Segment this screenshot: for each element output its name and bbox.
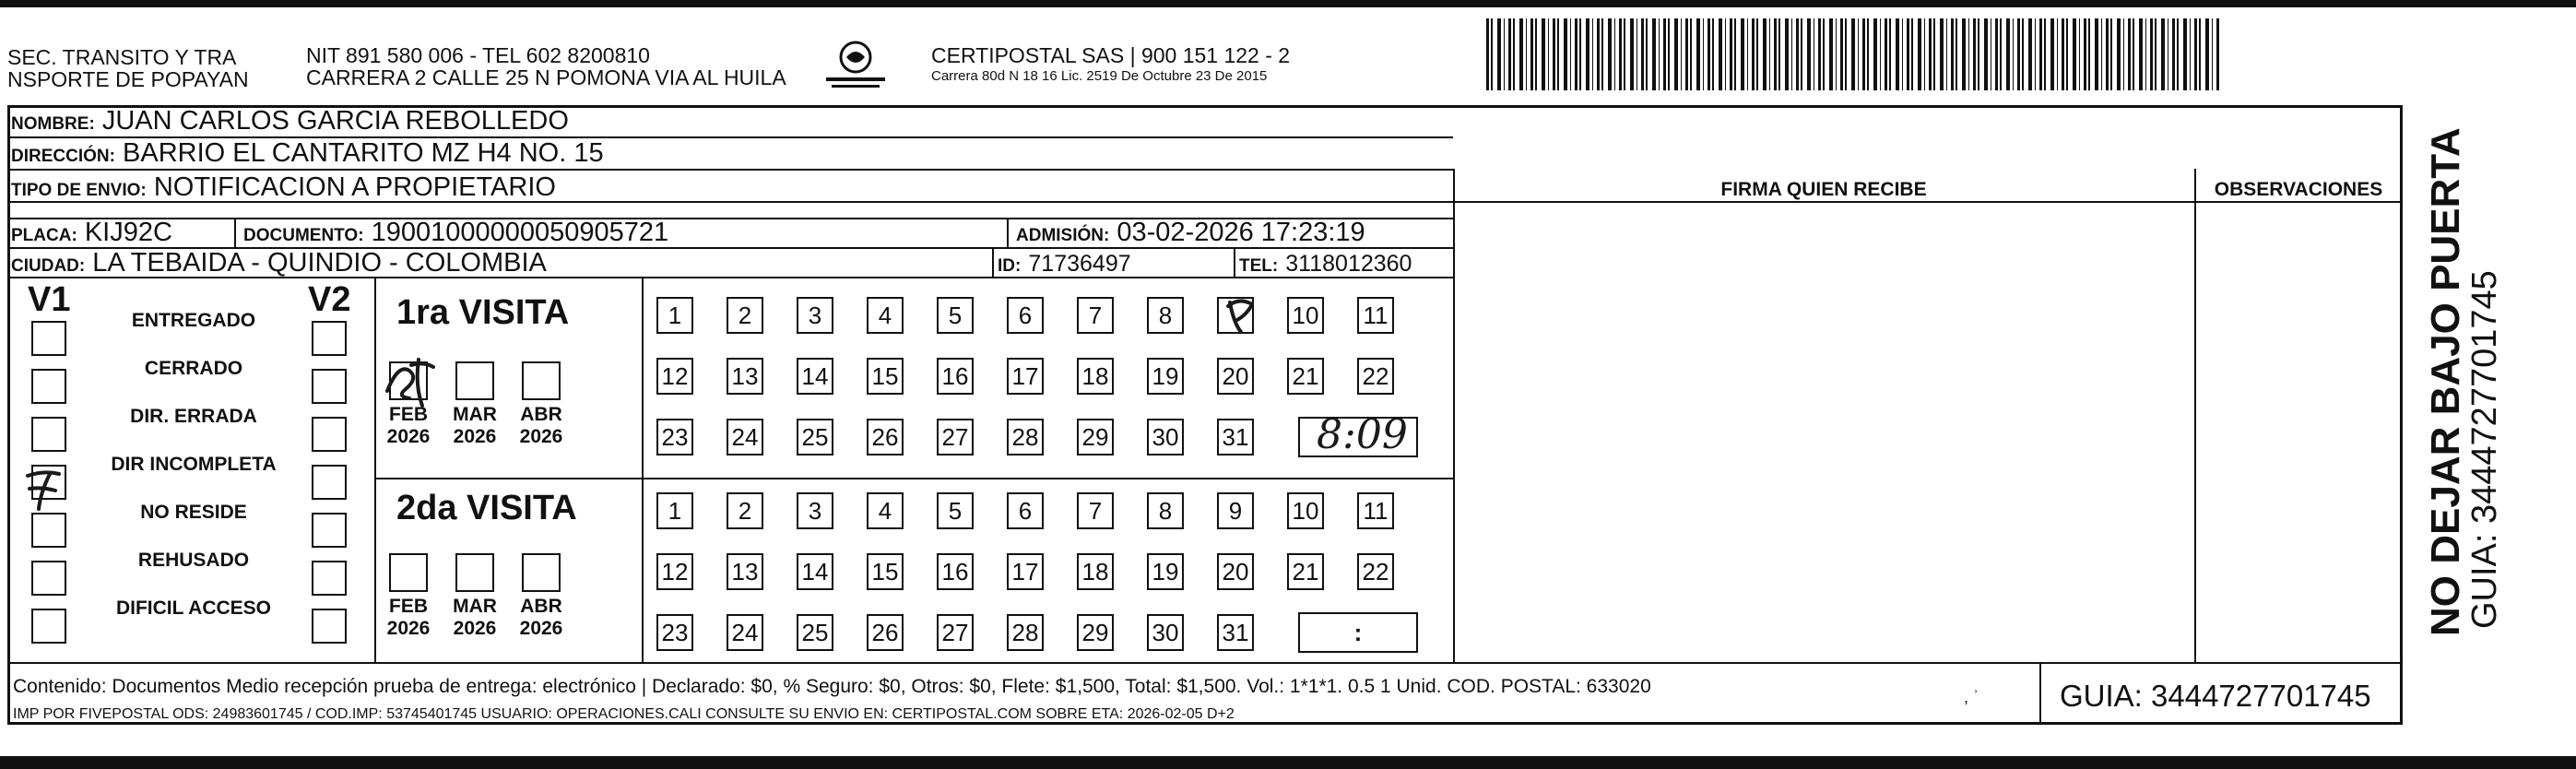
handwritten-day-mark-icon [1221, 295, 1267, 337]
second-visit-day-box[interactable] [656, 492, 693, 529]
second-visit-day-box[interactable] [867, 492, 904, 529]
day-number: 30 [1152, 423, 1179, 451]
first-visit-day-box[interactable] [1357, 297, 1394, 334]
id-label: ID: [998, 256, 1022, 276]
col-divider [1007, 218, 1009, 247]
day-number: 5 [948, 302, 963, 329]
day-number: 25 [801, 619, 829, 646]
first-visit-day-box[interactable] [937, 419, 974, 455]
day-number: 27 [941, 423, 969, 451]
month-year: 2026 [519, 618, 563, 639]
day-number: 22 [1362, 558, 1389, 586]
second-visit-day-box[interactable] [867, 614, 904, 651]
stray-mark: , ʾ [1964, 688, 1979, 706]
day-number: 7 [1088, 497, 1103, 525]
month-year: 2026 [386, 426, 431, 447]
col-divider [2194, 169, 2196, 662]
sender-line-1: SEC. TRANSITO Y TRA [7, 45, 237, 69]
second-visit-time-box[interactable] [1298, 612, 1418, 653]
day-number: 10 [1292, 497, 1319, 525]
v2-checkbox[interactable] [312, 609, 347, 644]
second-visit-day-box[interactable] [1007, 553, 1044, 590]
first-visit-month-label [376, 404, 441, 448]
day-number: 25 [801, 423, 829, 451]
status-label: ENTREGADO [131, 310, 256, 331]
second-visit-day-box[interactable] [1357, 553, 1394, 590]
day-number: 11 [1363, 497, 1388, 525]
sender-line-2: NSPORTE DE POPAYAN [7, 67, 249, 91]
second-visit-day-box[interactable] [656, 614, 693, 651]
observaciones-header: OBSERVACIONES [2214, 179, 2383, 200]
day-number: 12 [661, 362, 689, 390]
side-text [2423, 127, 2505, 636]
first-visit-day-box[interactable] [1147, 358, 1184, 395]
month-year: 2026 [386, 618, 431, 639]
month-year: 2026 [453, 426, 497, 447]
day-number: 3 [808, 497, 822, 525]
second-visit-day-box[interactable] [1077, 553, 1114, 590]
day-number: 15 [871, 362, 899, 390]
second-visit-day-box[interactable] [1007, 614, 1044, 651]
day-number: 17 [1011, 362, 1039, 390]
day-number: 26 [871, 619, 899, 646]
day-number: 30 [1152, 619, 1179, 646]
documento-value: 19001000000050905721 [371, 218, 669, 247]
day-number: 16 [941, 558, 969, 586]
day-number: 6 [1018, 302, 1033, 329]
first-visit-day-box[interactable] [1147, 297, 1184, 334]
signature-area[interactable] [1457, 205, 2191, 660]
first-visit-day-box[interactable] [1287, 297, 1324, 334]
day-number: 28 [1011, 619, 1039, 646]
first-visit-day-box[interactable] [797, 419, 833, 455]
handwritten-month-mark-icon [382, 358, 441, 409]
day-number: 27 [941, 619, 969, 646]
direccion-label: DIRECCIÓN: [11, 147, 115, 166]
day-number: 2 [738, 497, 752, 525]
first-visit-day-box[interactable] [937, 297, 974, 334]
day-number: 21 [1292, 558, 1319, 586]
month-year: 2026 [519, 426, 563, 447]
second-visit-day-box[interactable] [727, 614, 763, 651]
first-visit-day-box[interactable] [1147, 419, 1184, 455]
first-visit-month-label [509, 404, 573, 448]
v1-checkbox[interactable] [31, 513, 66, 548]
tel-value: 3118012360 [1285, 251, 1412, 277]
second-visit-day-box[interactable] [1147, 553, 1184, 590]
day-number: 4 [878, 497, 892, 525]
col-divider [1453, 169, 1455, 662]
status-label: DIFICIL ACCESO [115, 597, 271, 619]
first-visit-day-box[interactable] [797, 358, 833, 395]
nit-line-2: CARRERA 2 CALLE 25 N POMONA VIA AL HUILA [306, 65, 786, 89]
col-divider [234, 218, 236, 247]
col-divider [992, 247, 994, 277]
first-visit-day-box[interactable] [727, 419, 763, 455]
second-visit-month-label [509, 596, 573, 640]
day-number: 9 [1228, 497, 1243, 525]
day-number: 29 [1081, 423, 1109, 451]
day-number: 12 [661, 558, 689, 586]
tipo-envio-label: TIPO DE ENVIO: [11, 181, 147, 200]
second-visit-day-box[interactable] [1217, 614, 1254, 651]
first-visit-day-box[interactable] [656, 297, 693, 334]
day-number: 2 [738, 302, 752, 329]
day-number: 14 [801, 558, 829, 586]
day-number: 1 [668, 302, 682, 329]
admision-label: ADMISIÓN: [1016, 226, 1110, 245]
day-number: 15 [871, 558, 899, 586]
status-label: NO RESIDE [140, 502, 247, 523]
second-visit-day-box[interactable] [1147, 614, 1184, 651]
day-number: 24 [731, 619, 759, 646]
first-visit-heading: 1ra VISITA [396, 293, 570, 332]
month-name: FEB [389, 596, 428, 617]
day-number: 16 [941, 362, 969, 390]
first-visit-day-box[interactable] [1357, 358, 1394, 395]
first-visit-day-box[interactable] [1007, 358, 1044, 395]
footer-divider [7, 662, 2403, 664]
v1-heading: V1 [28, 280, 71, 319]
day-number: 3 [808, 302, 822, 329]
day-number: 23 [661, 619, 689, 646]
second-visit-day-box[interactable] [937, 614, 974, 651]
day-number: 4 [878, 302, 892, 329]
day-number: 21 [1292, 362, 1319, 390]
tel-label: TEL: [1239, 256, 1279, 276]
second-visit-day-box[interactable] [797, 614, 833, 651]
day-number: 20 [1222, 362, 1249, 390]
v2-checkbox[interactable] [312, 321, 347, 356]
v2-checkbox[interactable] [312, 561, 347, 596]
month-name: ABR [520, 404, 562, 425]
second-visit-day-box[interactable] [937, 553, 974, 590]
second-visit-day-box[interactable] [1287, 492, 1324, 529]
day-number: 6 [1018, 497, 1033, 525]
day-number: 13 [731, 362, 759, 390]
day-number: 7 [1088, 302, 1103, 329]
ciudad-value: LA TEBAIDA - QUINDIO - COLOMBIA [92, 248, 547, 278]
day-number: 11 [1363, 302, 1388, 329]
v2-checkbox[interactable] [312, 369, 347, 404]
visit-divider [374, 478, 1453, 479]
v1-checkbox[interactable] [31, 609, 66, 644]
first-visit-day-box[interactable] [727, 358, 763, 395]
second-visit-month-label [376, 596, 441, 640]
placa-value: KIJ92C [84, 218, 172, 247]
nombre-label: NOMBRE: [11, 114, 95, 134]
second-visit-day-box[interactable] [797, 492, 833, 529]
day-number: 19 [1152, 362, 1179, 390]
first-visit-day-box[interactable] [656, 419, 693, 455]
second-visit-day-box[interactable] [1217, 553, 1254, 590]
footer-content-line: Contenido: Documentos Medio recepción prueba de entrega: electrónico | Declarado: $0, % Seguro: $0, Otros: $0, Flete: $1,500, Total: $1,500. Vol.: 1*1*1. 0.5 1 Unid. COD. POSTAL: 633020 [13, 676, 1651, 697]
second-visit-month-checkbox[interactable] [389, 553, 428, 592]
first-visit-day-box[interactable] [1007, 419, 1044, 455]
second-visit-time-placeholder: : [1353, 619, 1363, 646]
second-visit-day-box[interactable] [727, 492, 763, 529]
first-visit-day-box[interactable] [867, 297, 904, 334]
first-visit-day-box[interactable] [1077, 419, 1114, 455]
day-number: 13 [731, 558, 759, 586]
second-visit-month-checkbox[interactable] [522, 553, 561, 592]
first-visit-time-value: 8:09 [1317, 411, 1408, 458]
second-visit-day-box[interactable] [937, 492, 974, 529]
day-number: 8 [1158, 497, 1173, 525]
first-visit-day-box[interactable] [867, 358, 904, 395]
side-warning: NO DEJAR BAJO PUERTA [2423, 127, 2468, 636]
direccion-field [11, 137, 604, 172]
ciudad-label: CIUDAD: [11, 256, 86, 276]
nombre-value: JUAN CARLOS GARCIA REBOLLEDO [101, 106, 569, 136]
tipo-envio-value: NOTIFICACION A PROPIETARIO [153, 172, 556, 202]
day-number: 14 [801, 362, 829, 390]
day-number: 10 [1292, 302, 1319, 329]
second-visit-day-box[interactable] [727, 553, 763, 590]
v2-checkbox[interactable] [312, 465, 347, 500]
ciudad-field [11, 247, 547, 282]
second-visit-day-box[interactable] [656, 553, 693, 590]
direccion-value: BARRIO EL CANTARITO MZ H4 NO. 15 [123, 138, 604, 168]
day-number: 23 [661, 423, 689, 451]
first-visit-day-box[interactable] [656, 358, 693, 395]
day-number: 1 [668, 497, 682, 525]
day-number: 18 [1081, 362, 1109, 390]
day-number: 8 [1158, 302, 1173, 329]
first-visit-day-box[interactable] [1217, 358, 1254, 395]
id-field [998, 247, 1131, 282]
company-line-1: CERTIPOSTAL SAS | 900 151 122 - 2 [931, 43, 1291, 67]
day-number: 29 [1081, 619, 1109, 646]
status-label: CERRADO [144, 358, 243, 379]
first-visit-month-checkbox[interactable] [522, 361, 561, 400]
second-visit-day-box[interactable] [1007, 492, 1044, 529]
first-visit-time-box[interactable] [1298, 411, 1418, 458]
footer-imp-line: IMP POR FIVEPOSTAL ODS: 24983601745 / COD.IMP: 53745401745 USUARIO: OPERACIONES.CALI CONSULTE SU ENVIO EN: CERTIPOSTAL.COM SOBRE ETA: 2026-02-05 D+2 [13, 706, 1235, 722]
month-name: MAR [453, 596, 497, 617]
footer-guia: GUIA: 3444727701745 [2060, 679, 2371, 713]
day-number: 17 [1011, 558, 1039, 586]
status-label: REHUSADO [137, 550, 250, 571]
day-number: 18 [1081, 558, 1109, 586]
v2-checkbox[interactable] [312, 417, 347, 452]
bottom-border-bar [0, 756, 2576, 769]
top-border-bar [0, 0, 2576, 7]
first-visit-day-box[interactable] [1007, 297, 1044, 334]
documento-label: DOCUMENTO: [243, 226, 364, 245]
v2-heading: V2 [308, 280, 351, 319]
second-visit-heading: 2da VISITA [396, 489, 577, 527]
second-visit-month-label [443, 596, 507, 640]
v1-checkbox[interactable] [31, 369, 66, 404]
second-visit-day-box[interactable] [1217, 492, 1254, 529]
v1-checkbox[interactable] [31, 417, 66, 452]
id-value: 71736497 [1028, 251, 1131, 277]
col-divider [642, 277, 644, 662]
status-label: DIR INCOMPLETA [111, 454, 277, 475]
col-divider [2039, 662, 2041, 725]
certipostal-logo-icon [819, 37, 892, 94]
side-guia: GUIA: 3444727701745 [2465, 270, 2504, 629]
month-year: 2026 [453, 618, 497, 639]
second-visit-day-box[interactable] [1147, 492, 1184, 529]
first-visit-month-checkbox[interactable] [455, 361, 494, 400]
first-visit-day-box[interactable] [1077, 297, 1114, 334]
second-visit-day-box[interactable] [1077, 492, 1114, 529]
company-line-2: Carrera 80d N 18 16 Lic. 2519 De Octubre 23 De 2015 [931, 68, 1268, 84]
handwritten-v1-check-icon [22, 467, 65, 513]
first-visit-day-box[interactable] [727, 297, 763, 334]
first-visit-day-box[interactable] [1077, 358, 1114, 395]
status-label: DIR. ERRADA [130, 406, 257, 427]
first-visit-day-box[interactable] [937, 358, 974, 395]
second-visit-day-box[interactable] [867, 553, 904, 590]
barcode [1486, 18, 2220, 90]
admision-value: 03-02-2026 17:23:19 [1117, 218, 1365, 247]
v1-checkbox[interactable] [31, 561, 66, 596]
day-number: 28 [1011, 423, 1039, 451]
second-visit-day-box[interactable] [1077, 614, 1114, 651]
second-visit-day-box[interactable] [1287, 553, 1324, 590]
second-visit-day-box[interactable] [1357, 492, 1394, 529]
placa-label: PLACA: [11, 226, 77, 245]
day-number: 31 [1222, 619, 1249, 646]
month-name: ABR [520, 596, 562, 617]
v2-checkbox[interactable] [312, 513, 347, 548]
day-number: 5 [948, 497, 963, 525]
second-visit-day-box[interactable] [797, 553, 833, 590]
day-number: 20 [1222, 558, 1249, 586]
day-number: 19 [1152, 558, 1179, 586]
v1-checkbox[interactable] [31, 321, 66, 356]
first-visit-day-box[interactable] [1287, 358, 1324, 395]
first-visit-day-box[interactable] [1217, 419, 1254, 455]
day-number: 24 [731, 423, 759, 451]
tel-field [1239, 247, 1412, 282]
firma-header: FIRMA QUIEN RECIBE [1720, 179, 1927, 200]
day-number: 26 [871, 423, 899, 451]
tipo-envio-field [11, 172, 556, 207]
second-visit-month-checkbox[interactable] [455, 553, 494, 592]
first-visit-day-box[interactable] [867, 419, 904, 455]
month-name: MAR [453, 404, 497, 425]
month-name: FEB [389, 404, 428, 425]
nit-line-1: NIT 891 580 006 - TEL 602 8200810 [306, 43, 650, 67]
first-visit-day-box[interactable] [797, 297, 833, 334]
observations-area[interactable] [2198, 205, 2399, 660]
day-number: 31 [1222, 423, 1249, 451]
nombre-field [11, 105, 569, 140]
day-number: 22 [1362, 362, 1389, 390]
first-visit-month-label [443, 404, 507, 448]
